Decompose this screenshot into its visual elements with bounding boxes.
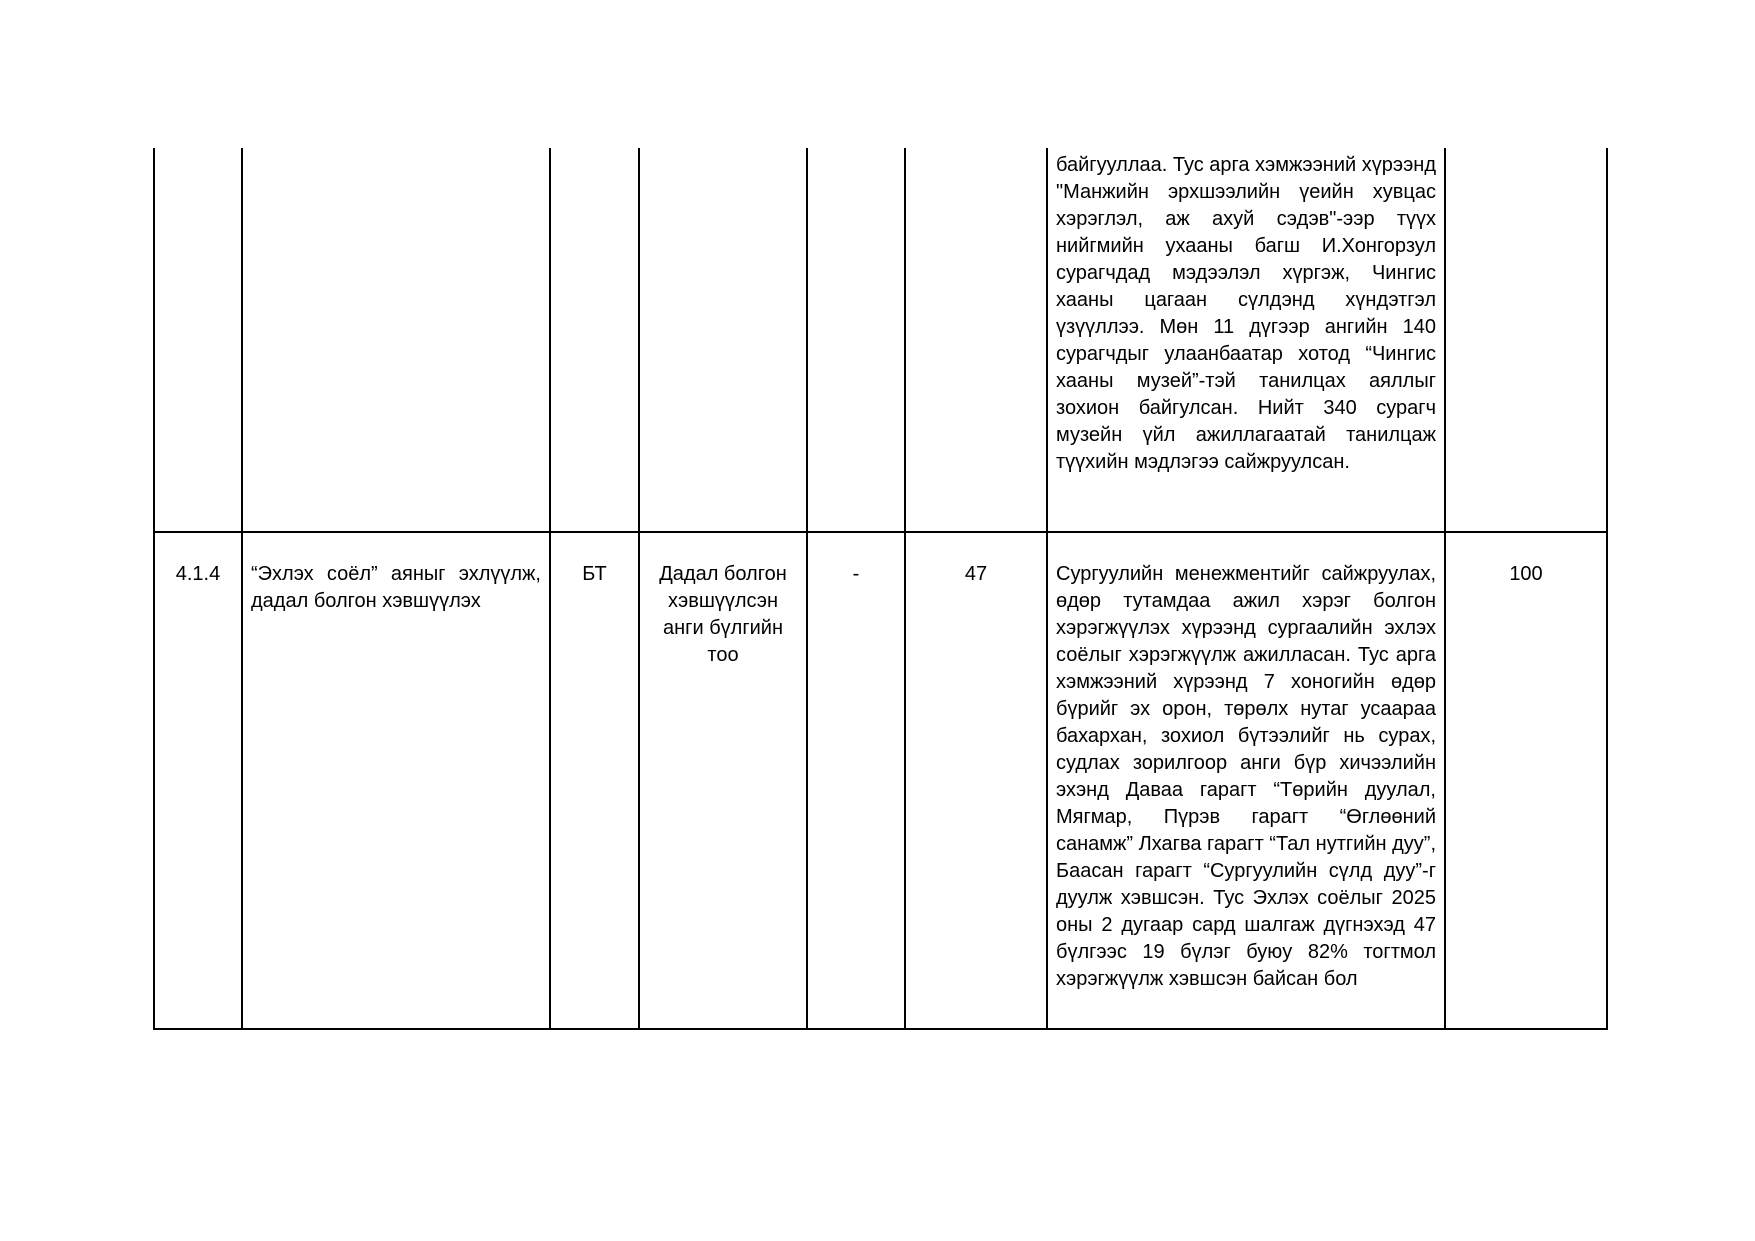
cell-index: 4.1.4 [154,532,242,1029]
table-row-4-1-4 [154,532,1607,1029]
cell-indicator-empty [639,148,807,532]
cell-activity-name: “Эхлэх соёл” аяныг эхлүүлж, дадал болгон хэвшүүлэх [242,532,550,1029]
cell-index-empty [154,148,242,532]
cell-score: 100 [1445,532,1607,1029]
cell-type-empty [550,148,639,532]
cell-baseline-empty [807,148,905,532]
cell-score-empty [1445,148,1607,532]
cell-description-continuation: байгууллаа. Тус арга хэмжээний хүрээнд "Манжийн эрхшээлийн үеийн хувцас хэрэглэл, аж ахуй сэдэв"-ээр түүх нийгмийн ухааны багш И.Хонгорзул сурагчдад мэдээлэл хүргэж, Чингис хааны цагаан сүлдэнд хүндэтгэл үзүүллээ. Мөн 11 дүгээр ангийн 140 сурагчдыг улаанбаатар хотод “Чингис хааны музей”-тэй танилцах аяллыг зохион байгулсан. Нийт 340 сурагч музейн үйл ажиллагаатай танилцаж түүхийн мэдлэгээ сайжруулсан. [1047,148,1445,532]
cell-description: Сургуулийн менежментийг сайжруулах, өдөр тутамдаа ажил хэрэг болгон хэрэгжүүлэх хүрээнд сургаалийн эхлэх соёлыг хэрэгжүүлж ажилласан. Тус арга хэмжээний хүрээнд 7 хоногийн өдөр бүрийг эх орон, төрөлх нутаг усаараа бахархан, зохиол бүтээлийг нь сурах, судлах зорилгоор анги бүр хичээлийн эхэнд Даваа гарагт “Төрийн дуулал, Мягмар, Пүрэв гарагт “Өглөөний санамж” Лхагва гарагт “Тал нутгийн дуу”, Баасан гарагт “Сургуулийн сүлд дуу”-г дуулж хэвшсэн. Тус Эхлэх соёлыг 2025 оны 2 дугаар сард шалгаж дүгнэхэд 47 бүлгээс 19 бүлэг буюу 82% тогтмол хэрэгжүүлж хэвшсэн байсан бол [1047,532,1445,1029]
report-table [153,148,1608,1030]
cell-target-empty [905,148,1047,532]
cell-baseline: - [807,532,905,1029]
cell-type: БТ [550,532,639,1029]
table-row-continuation [154,148,1607,532]
cell-activity-empty [242,148,550,532]
cell-indicator: Дадал болгон хэвшүүлсэн анги бүлгийн тоо [639,532,807,1029]
cell-target: 47 [905,532,1047,1029]
